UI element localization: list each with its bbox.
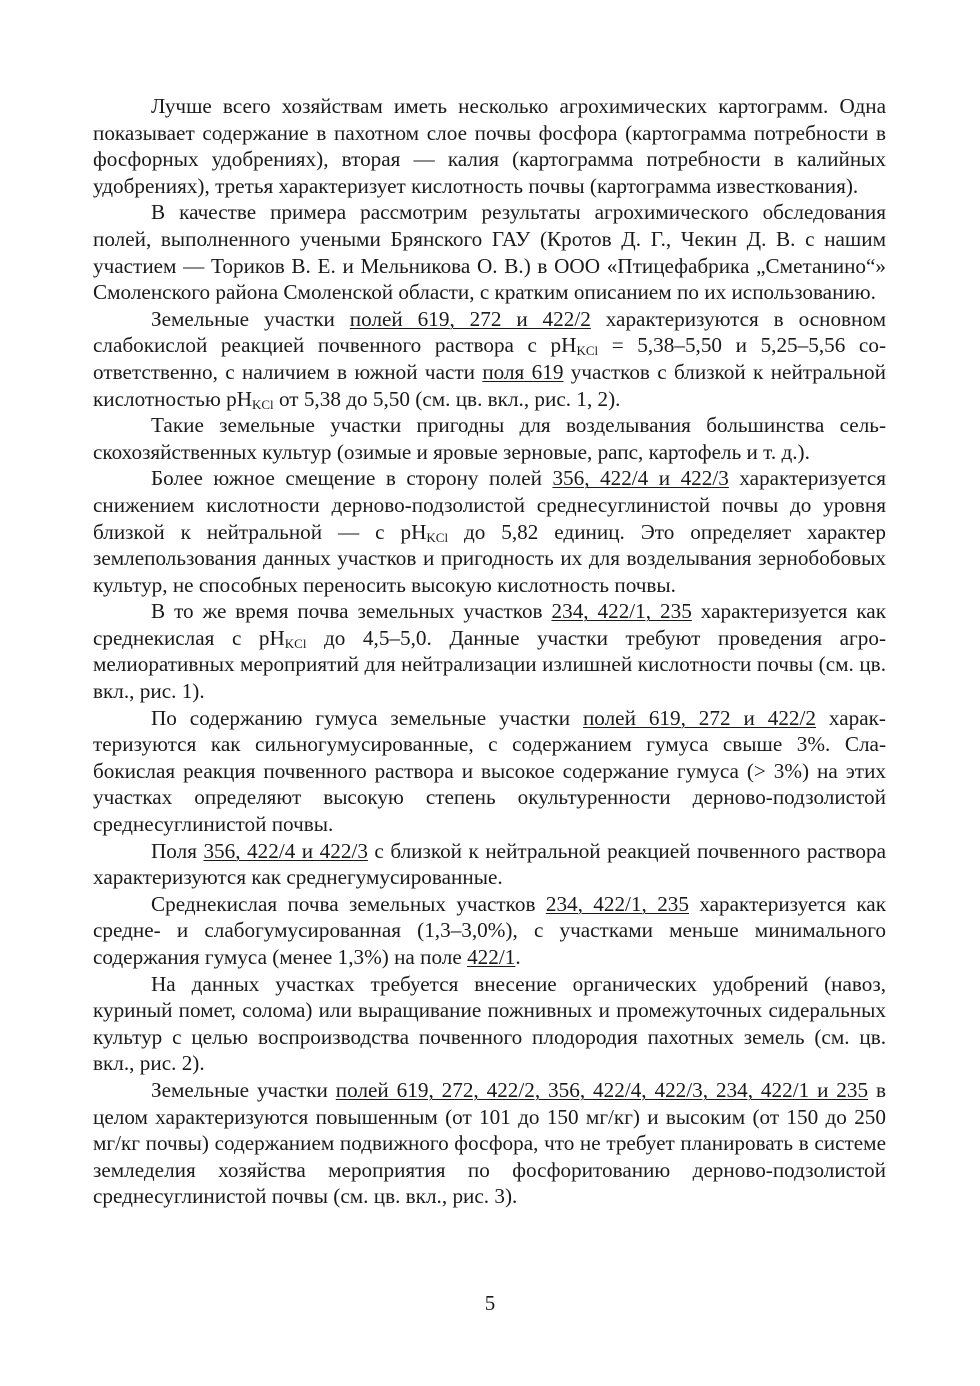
text-run: Земельные участки (151, 1077, 336, 1102)
page-number: 5 (484, 1291, 496, 1315)
text-run: в целом характеризуются повышенным (от 101 до 150 мг/кг) и высоким (от 150 до 250 мг/кг почвы) содержанием подвижного фосфора, что не требует планировать в системе земледелия хозяйства мероприятия по фосфоритованию дерново-подзолистой среднесуглинистой почвы (см. цв. вкл., рис. 3). (93, 1077, 886, 1209)
field-reference: полей 619, 272, 422/2, 356, 422/4, 422/3, 234, 422/1 и 235 (335, 1077, 869, 1102)
field-reference: поля 619 (482, 359, 564, 384)
field-reference: 234, 422/1, 235 (551, 599, 692, 624)
text-run: Земельные участки (151, 306, 350, 331)
text-run: характеризуется как средне- и слабогумусированная (1,3–3,0%), с участками меньше минимального содержания гумуса (менее 1,3%) на поле (93, 891, 887, 969)
text-run: характеризуются в основном слабокислой реакцией почвенного раствора с pH (93, 306, 886, 358)
paragraph (93, 1077, 886, 1210)
field-reference: 356, 422/4 и 422/3 (203, 838, 368, 863)
paragraph (93, 705, 886, 838)
field-reference: 234, 422/1, 235 (545, 891, 689, 916)
paragraph (93, 891, 886, 971)
text-run: В качестве примера рассмотрим результаты агрохимического обследования полей, выполненного учеными Брянского ГАУ (Кротов Д. Г., Чекин Д. В. с нашим участием — Ториков В. Е. и Мельникова О. В.) в ООО «Птицефабрика „Сметанино“» Смоленского района Смоленской области, с кратким описанием по их использованию. (93, 200, 886, 305)
paragraph (93, 93, 886, 199)
text-run: Поля (151, 838, 204, 863)
text-run: . (515, 945, 521, 969)
text-run: до 4,5–5,0. Данные участки требуют проведения агромелиоративных мероприятий для нейтрализации излишней кислотности почвы (см. цв. вкл., рис. 1). (93, 625, 886, 704)
paragraph (93, 199, 886, 305)
text-run: с близкой к нейтральной реакцией почвенного раствора характеризуются как среднегумусированные. (93, 838, 886, 890)
paragraph (93, 598, 886, 704)
field-reference: полей 619, 272 и 422/2 (349, 306, 591, 331)
field-reference: 422/1 (467, 945, 516, 969)
field-reference: полей 619, 272 и 422/2 (582, 705, 816, 730)
text-run: от 5,38 до 5,50 (см. цв. вкл., рис. 1, 2). (273, 386, 621, 411)
text-run: Среднекислая почва земельных участков (151, 891, 546, 916)
text-run: до 5,82 единиц. Это определяет характер землепользования данных участков и пригодность их для возделывания зернобобовых культур, не способных переносить высокую кислотность почвы. (93, 519, 886, 597)
text-run: характеризуются как сильногумусированные, с содержанием гумуса свыше 3%. Слабокислая реакция почвенного раствора и высокое содержание гумуса (> 3%) на этих участках определяют высокую степень окультуренности дерново-подзолистой среднесуглинистой почвы. (93, 705, 886, 837)
text-run: участков с близкой к нейтральной кислотностью pH (93, 359, 886, 411)
text-run: = 5,38–5,50 и 5,25–5,56 соответственно, с наличием в южной части (93, 333, 886, 384)
subscript: KCl (576, 343, 599, 359)
paragraph (93, 838, 886, 891)
text-run: Такие земельные участки пригодны для возделывания большинства сельскохозяйственных культур (озимые и яровые зерновые, рапс, картофель и т. д.). (93, 413, 886, 464)
paragraph (93, 465, 886, 598)
subscript: KCl (252, 396, 274, 412)
subscript: KCl (426, 529, 449, 545)
subscript: KCl (284, 635, 307, 651)
text-run: Более южное смещение в сторону полей (151, 466, 553, 491)
paragraph (93, 971, 886, 1077)
paragraph (93, 306, 886, 412)
page-body (93, 93, 886, 1210)
field-reference: 356, 422/4 и 422/3 (552, 466, 729, 491)
text-run: По содержанию гумуса земельные участки (151, 705, 583, 730)
text-run: характеризуется снижением кислотности дерново-подзолистой среднесуглинистой почвы до уровня близкой к нейтральной — с pH (93, 466, 886, 544)
text-run: На данных участках требуется внесение органических удобрений (навоз, куриный помет, солома) или выращивание пожнивных и промежуточных сидеральных культур с целью воспроизводства почвенного плодородия пахотных земель (см. цв. вкл., рис. 2). (93, 971, 886, 1076)
text-run: В то же время почва земельных участков (151, 599, 552, 624)
text-run: характеризуется как среднекислая с pH (93, 599, 886, 650)
text-run: Лучше всего хозяйствам иметь несколько агрохимических картограмм. Одна показывает содержание в пахотном слое почвы фосфора (картограмма потребности в фосфорных удобрениях), вторая — калия (картограмма потребности в калийных удобрениях), третья характеризует кислотность почвы (картограмма известкования). (93, 94, 886, 198)
paragraph (93, 412, 886, 465)
